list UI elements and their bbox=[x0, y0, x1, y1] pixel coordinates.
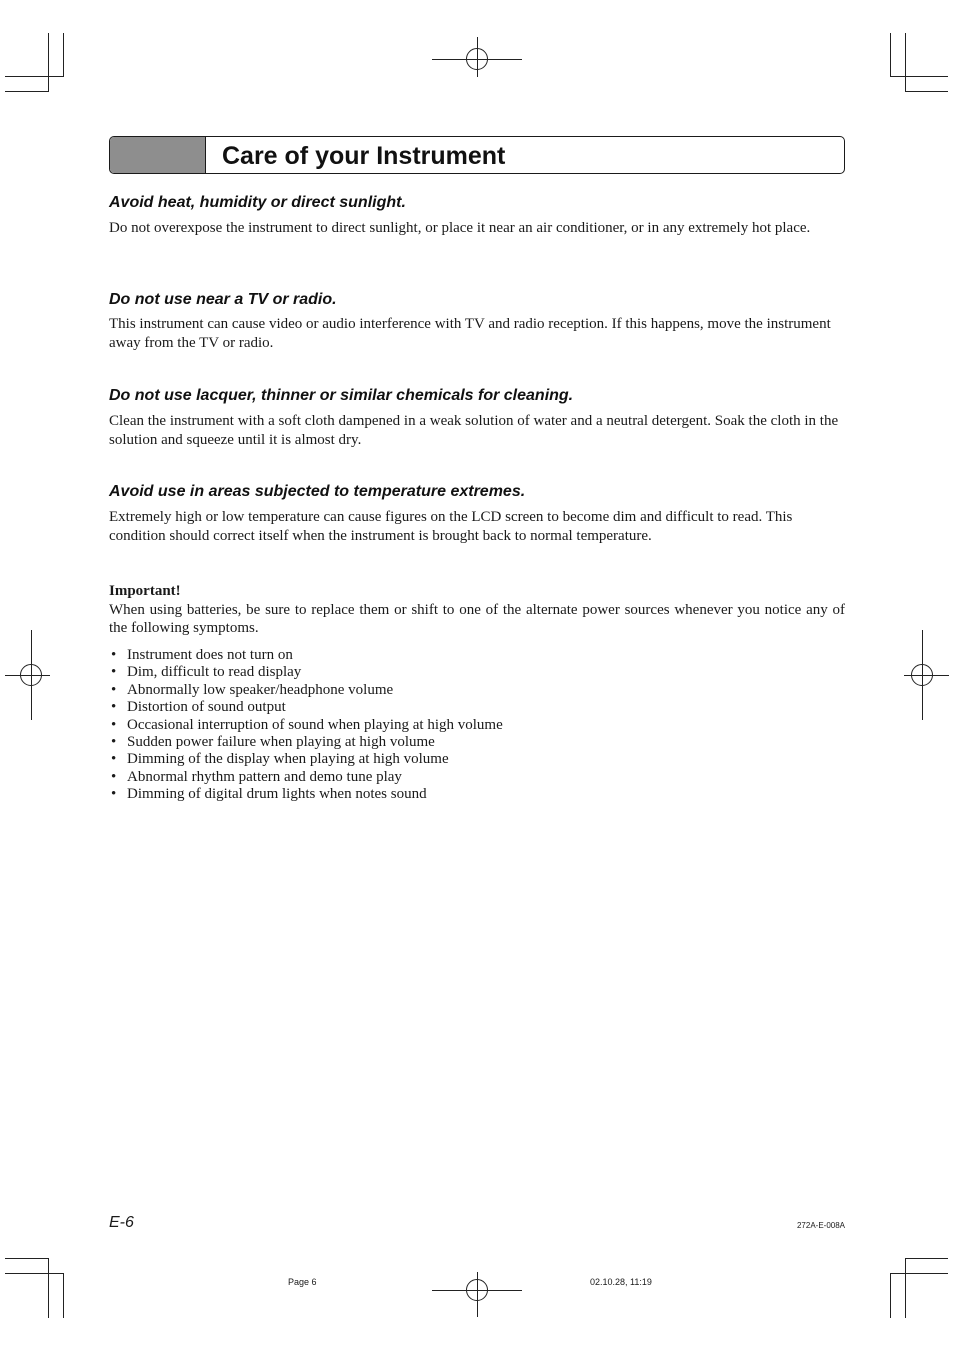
bullet-icon: • bbox=[111, 734, 117, 751]
section-body: This instrument can cause video or audio interference with TV and radio reception. If this happens, move the instrument away from the TV or radio. bbox=[109, 316, 831, 351]
section-heading: Do not use lacquer, thinner or similar chemicals for cleaning. bbox=[109, 387, 574, 404]
list-item: • Dim, difficult to read display bbox=[111, 664, 302, 681]
section-heading: Avoid use in areas subjected to temperature extremes. bbox=[109, 483, 526, 500]
bullet-icon: • bbox=[111, 751, 117, 768]
section-heading: Do not use near a TV or radio. bbox=[109, 291, 337, 308]
bullet-icon: • bbox=[111, 786, 117, 803]
list-item: • Sudden power failure when playing at high volume bbox=[111, 734, 435, 751]
section-body: Do not overexpose the instrument to direct sunlight, or place it near an air conditioner, or in any extremely hot place. bbox=[109, 220, 811, 236]
page-number: E-6 bbox=[109, 1214, 134, 1231]
bullet-icon: • bbox=[111, 768, 117, 785]
title-bar-gray-tab bbox=[110, 137, 206, 173]
document-code: 272A-E-008A bbox=[796, 1221, 845, 1230]
list-item: • Abnormal rhythm pattern and demo tune play bbox=[111, 768, 402, 785]
bullet-icon: • bbox=[111, 647, 117, 663]
bullet-icon: • bbox=[111, 681, 117, 698]
section-heading: Avoid heat, humidity or direct sunlight. bbox=[109, 194, 406, 211]
title-bar bbox=[109, 136, 845, 174]
list-item: • Dimming of digital drum lights when notes sound bbox=[111, 786, 427, 803]
list-item: • Occasional interruption of sound when playing at high volume bbox=[111, 716, 503, 733]
bullet-icon: • bbox=[111, 664, 117, 681]
list-item: • Dimming of the display when playing at high volume bbox=[111, 751, 449, 768]
list-item: • Abnormally low speaker/headphone volume bbox=[111, 681, 394, 698]
important-label: Important! bbox=[109, 583, 181, 599]
section-body: Extremely high or low temperature can cause figures on the LCD screen to become dim and difficult to read. This condition should correct itself when the instrument is brought back to normal temperature. bbox=[109, 509, 793, 544]
symptom-list bbox=[109, 647, 503, 804]
important-text: When using batteries, be sure to replace them or shift to one of the alternate power sources whenever you notice any of the following symptoms. bbox=[109, 602, 845, 636]
print-date: 02.10.28, 11:19 bbox=[590, 1277, 652, 1287]
list-item: • Distortion of sound output bbox=[111, 699, 286, 716]
bullet-icon: • bbox=[111, 699, 117, 716]
list-item: • Instrument does not turn on bbox=[111, 647, 293, 663]
print-page-label: Page 6 bbox=[288, 1277, 317, 1287]
section-body: Clean the instrument with a soft cloth dampened in a weak solution of water and a neutral detergent. Soak the cloth in the solution and squeeze until it is almost dry. bbox=[109, 413, 839, 448]
page-title: Care of your Instrument bbox=[222, 142, 506, 170]
bullet-icon: • bbox=[111, 716, 117, 733]
